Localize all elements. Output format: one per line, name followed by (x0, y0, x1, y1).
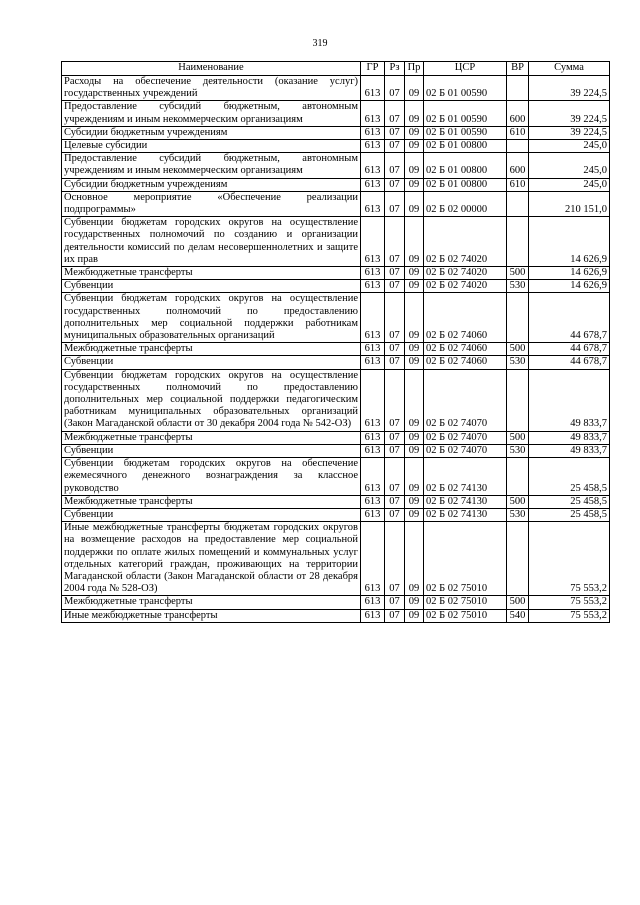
cell-vr (507, 140, 529, 153)
cell-vr: 600 (507, 101, 529, 126)
cell-vr: 540 (507, 609, 529, 622)
cell-pr: 09 (405, 596, 424, 609)
cell-csr: 02 Б 02 74070 (424, 444, 507, 457)
cell-sum: 14 626,9 (529, 267, 610, 280)
table-row (62, 508, 610, 521)
cell-pr: 09 (405, 343, 424, 356)
cell-pr: 09 (405, 458, 424, 496)
cell-vr: 530 (507, 356, 529, 369)
table-row (62, 356, 610, 369)
cell-pr: 09 (405, 267, 424, 280)
cell-vr (507, 293, 529, 343)
cell-csr: 02 Б 02 74130 (424, 458, 507, 496)
cell-name: Межбюджетные трансферты (62, 495, 361, 508)
table-body (62, 76, 610, 623)
cell-vr: 500 (507, 343, 529, 356)
cell-rz: 07 (385, 369, 405, 431)
cell-gr: 613 (361, 126, 385, 139)
cell-name: Субвенции бюджетам городских округов на осуществление государственных полномочий по созданию и организации деятельности комиссий по делам несовершеннолетних и защите их прав (62, 217, 361, 267)
cell-rz: 07 (385, 444, 405, 457)
cell-gr: 613 (361, 280, 385, 293)
cell-csr: 02 Б 02 74020 (424, 217, 507, 267)
cell-pr: 09 (405, 369, 424, 431)
cell-vr: 530 (507, 508, 529, 521)
table-row (62, 76, 610, 101)
table-row (62, 126, 610, 139)
cell-csr: 02 Б 02 74060 (424, 343, 507, 356)
header-name: Наименование (62, 62, 361, 76)
cell-gr: 613 (361, 522, 385, 596)
cell-pr: 09 (405, 126, 424, 139)
cell-sum: 14 626,9 (529, 280, 610, 293)
table-row (62, 101, 610, 126)
cell-rz: 07 (385, 153, 405, 178)
cell-vr: 500 (507, 596, 529, 609)
table-row (62, 444, 610, 457)
cell-gr: 613 (361, 508, 385, 521)
cell-pr: 09 (405, 153, 424, 178)
cell-name: Субсидии бюджетным учреждениям (62, 126, 361, 139)
table-row (62, 522, 610, 596)
table-row (62, 293, 610, 343)
table-row (62, 178, 610, 191)
cell-csr: 02 Б 02 74020 (424, 280, 507, 293)
cell-gr: 613 (361, 369, 385, 431)
cell-pr: 09 (405, 508, 424, 521)
table-row (62, 217, 610, 267)
cell-gr: 613 (361, 217, 385, 267)
cell-gr: 613 (361, 191, 385, 216)
cell-csr: 02 Б 02 74060 (424, 293, 507, 343)
cell-sum: 75 553,2 (529, 609, 610, 622)
cell-sum: 39 224,5 (529, 76, 610, 101)
cell-sum: 49 833,7 (529, 444, 610, 457)
cell-rz: 07 (385, 343, 405, 356)
cell-name: Расходы на обеспечение деятельности (оказание услуг) государственных учреждений (62, 76, 361, 101)
cell-name: Субвенции (62, 444, 361, 457)
cell-csr: 02 Б 01 00800 (424, 153, 507, 178)
cell-name: Межбюджетные трансферты (62, 267, 361, 280)
cell-pr: 09 (405, 178, 424, 191)
cell-vr (507, 369, 529, 431)
cell-sum: 44 678,7 (529, 356, 610, 369)
cell-sum: 25 458,5 (529, 508, 610, 521)
cell-sum: 25 458,5 (529, 458, 610, 496)
cell-sum: 39 224,5 (529, 126, 610, 139)
cell-rz: 07 (385, 267, 405, 280)
cell-rz: 07 (385, 101, 405, 126)
cell-name: Субвенции бюджетам городских округов на обеспечение ежемесячного денежного вознаграждения за классное руководство (62, 458, 361, 496)
cell-name: Субвенции бюджетам городских округов на осуществление государственных полномочий по предоставлению дополнительных мер социальной поддержки педагогическим работникам муниципальных образовательных организаций (Закон Магаданской области от 30 декабря 2004 года № 542-ОЗ) (62, 369, 361, 431)
cell-pr: 09 (405, 101, 424, 126)
cell-csr: 02 Б 01 00800 (424, 178, 507, 191)
cell-pr: 09 (405, 293, 424, 343)
cell-csr: 02 Б 02 75010 (424, 596, 507, 609)
cell-gr: 613 (361, 431, 385, 444)
cell-sum: 39 224,5 (529, 101, 610, 126)
cell-vr (507, 217, 529, 267)
cell-gr: 613 (361, 343, 385, 356)
cell-vr (507, 76, 529, 101)
cell-vr: 600 (507, 153, 529, 178)
header-rz: Рз (385, 62, 405, 76)
cell-sum: 245,0 (529, 140, 610, 153)
header-sum: Сумма (529, 62, 610, 76)
cell-name: Иные межбюджетные трансферты (62, 609, 361, 622)
cell-name: Субвенции бюджетам городских округов на осуществление государственных полномочий по предоставлению дополнительных мер социальной поддержки работникам муниципальных образовательных организаций (62, 293, 361, 343)
cell-rz: 07 (385, 609, 405, 622)
cell-csr: 02 Б 02 74130 (424, 495, 507, 508)
cell-name: Основное мероприятие «Обеспечение реализации подпрограммы» (62, 191, 361, 216)
cell-csr: 02 Б 01 00590 (424, 76, 507, 101)
cell-pr: 09 (405, 191, 424, 216)
cell-sum: 14 626,9 (529, 217, 610, 267)
cell-gr: 613 (361, 356, 385, 369)
cell-pr: 09 (405, 356, 424, 369)
cell-sum: 25 458,5 (529, 495, 610, 508)
cell-sum: 49 833,7 (529, 369, 610, 431)
cell-vr: 610 (507, 178, 529, 191)
cell-pr: 09 (405, 217, 424, 267)
cell-vr: 530 (507, 280, 529, 293)
cell-name: Субвенции (62, 508, 361, 521)
cell-name: Предоставление субсидий бюджетным, автономным учреждениям и иным некоммерческим организациям (62, 153, 361, 178)
cell-gr: 613 (361, 267, 385, 280)
cell-rz: 07 (385, 495, 405, 508)
cell-csr: 02 Б 02 00000 (424, 191, 507, 216)
cell-csr: 02 Б 01 00800 (424, 140, 507, 153)
table-row (62, 458, 610, 496)
cell-rz: 07 (385, 508, 405, 521)
cell-csr: 02 Б 02 75010 (424, 522, 507, 596)
cell-gr: 613 (361, 140, 385, 153)
table-row (62, 191, 610, 216)
cell-gr: 613 (361, 153, 385, 178)
cell-pr: 09 (405, 140, 424, 153)
cell-pr: 09 (405, 444, 424, 457)
cell-rz: 07 (385, 140, 405, 153)
cell-rz: 07 (385, 178, 405, 191)
table-row (62, 267, 610, 280)
header-gr: ГР (361, 62, 385, 76)
cell-vr: 530 (507, 444, 529, 457)
cell-csr: 02 Б 02 74020 (424, 267, 507, 280)
cell-name: Субвенции (62, 356, 361, 369)
cell-csr: 02 Б 02 74060 (424, 356, 507, 369)
cell-gr: 613 (361, 596, 385, 609)
cell-csr: 02 Б 01 00590 (424, 126, 507, 139)
cell-gr: 613 (361, 101, 385, 126)
cell-rz: 07 (385, 126, 405, 139)
cell-csr: 02 Б 02 75010 (424, 609, 507, 622)
cell-name: Субвенции (62, 280, 361, 293)
cell-vr (507, 191, 529, 216)
cell-vr: 610 (507, 126, 529, 139)
cell-rz: 07 (385, 280, 405, 293)
table-row (62, 343, 610, 356)
cell-pr: 09 (405, 431, 424, 444)
cell-sum: 44 678,7 (529, 293, 610, 343)
table-row (62, 280, 610, 293)
cell-rz: 07 (385, 522, 405, 596)
cell-pr: 09 (405, 522, 424, 596)
cell-rz: 07 (385, 458, 405, 496)
cell-name: Целевые субсидии (62, 140, 361, 153)
table-row (62, 140, 610, 153)
header-pr: Пр (405, 62, 424, 76)
cell-gr: 613 (361, 495, 385, 508)
cell-sum: 75 553,2 (529, 596, 610, 609)
cell-name: Межбюджетные трансферты (62, 596, 361, 609)
cell-vr (507, 458, 529, 496)
cell-csr: 02 Б 02 74070 (424, 369, 507, 431)
header-csr: ЦСР (424, 62, 507, 76)
cell-sum: 210 151,0 (529, 191, 610, 216)
cell-rz: 07 (385, 217, 405, 267)
cell-csr: 02 Б 01 00590 (424, 101, 507, 126)
cell-csr: 02 Б 02 74070 (424, 431, 507, 444)
cell-gr: 613 (361, 458, 385, 496)
cell-vr (507, 522, 529, 596)
header-vr: ВР (507, 62, 529, 76)
table-row (62, 495, 610, 508)
cell-gr: 613 (361, 293, 385, 343)
cell-sum: 245,0 (529, 153, 610, 178)
budget-table (61, 61, 610, 623)
cell-pr: 09 (405, 280, 424, 293)
cell-pr: 09 (405, 609, 424, 622)
cell-name: Межбюджетные трансферты (62, 431, 361, 444)
cell-gr: 613 (361, 76, 385, 101)
cell-vr: 500 (507, 431, 529, 444)
cell-csr: 02 Б 02 74130 (424, 508, 507, 521)
cell-rz: 07 (385, 76, 405, 101)
cell-name: Межбюджетные трансферты (62, 343, 361, 356)
cell-rz: 07 (385, 356, 405, 369)
cell-vr: 500 (507, 495, 529, 508)
cell-rz: 07 (385, 191, 405, 216)
cell-name: Иные межбюджетные трансферты бюджетам городских округов на возмещение расходов на предоставление мер социальной поддержки по оплате жилых помещений и коммунальных услуг отдельных категорий граждан, проживающих на территории Магаданской области (Закон Магаданской области от 28 декабря 2004 года № 528-ОЗ) (62, 522, 361, 596)
cell-pr: 09 (405, 76, 424, 101)
cell-name: Субсидии бюджетным учреждениям (62, 178, 361, 191)
table-row (62, 369, 610, 431)
cell-rz: 07 (385, 431, 405, 444)
cell-gr: 613 (361, 444, 385, 457)
cell-sum: 49 833,7 (529, 431, 610, 444)
cell-rz: 07 (385, 293, 405, 343)
cell-sum: 44 678,7 (529, 343, 610, 356)
cell-sum: 245,0 (529, 178, 610, 191)
cell-name: Предоставление субсидий бюджетным, автономным учреждениям и иным некоммерческим организациям (62, 101, 361, 126)
table-row (62, 153, 610, 178)
table-row (62, 609, 610, 622)
cell-sum: 75 553,2 (529, 522, 610, 596)
cell-rz: 07 (385, 596, 405, 609)
cell-gr: 613 (361, 178, 385, 191)
cell-vr: 500 (507, 267, 529, 280)
cell-gr: 613 (361, 609, 385, 622)
table-row (62, 431, 610, 444)
page-number: 319 (312, 38, 328, 49)
cell-pr: 09 (405, 495, 424, 508)
table-header-row (62, 62, 610, 76)
table-row (62, 596, 610, 609)
